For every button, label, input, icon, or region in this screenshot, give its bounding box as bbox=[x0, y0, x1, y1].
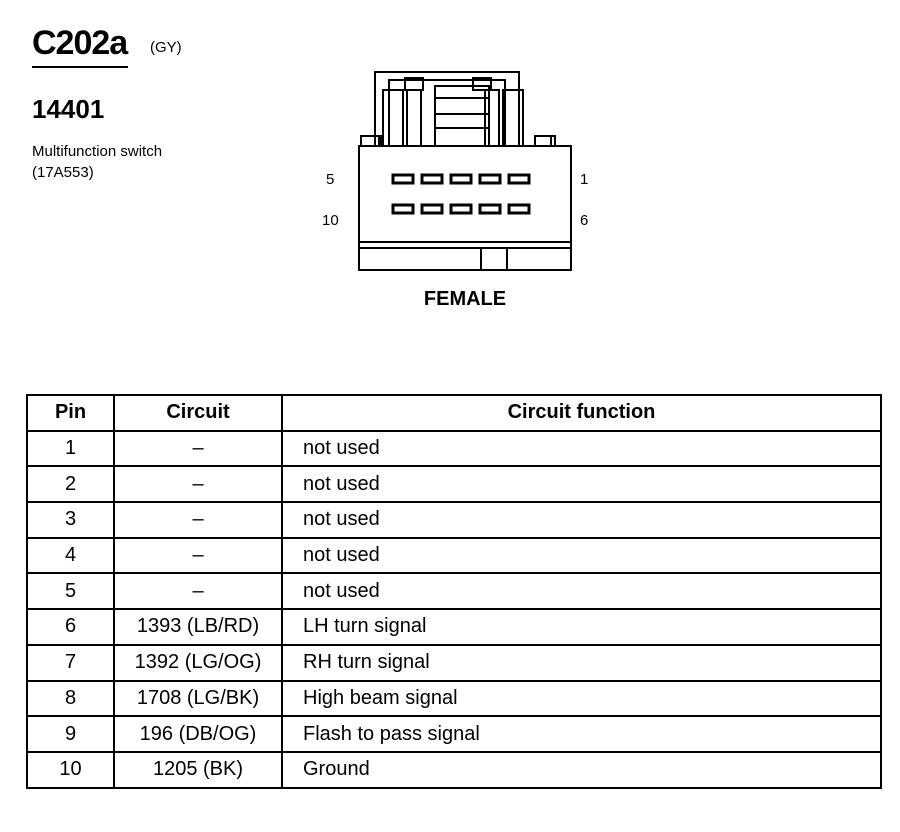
table-row bbox=[27, 645, 881, 681]
table-header-row bbox=[27, 395, 881, 431]
connector-id-underline bbox=[32, 66, 128, 68]
pin-cavity bbox=[451, 205, 471, 213]
circuit-function-cell: Ground bbox=[282, 752, 881, 788]
table-row bbox=[27, 538, 881, 574]
connector-face-drawing bbox=[355, 68, 575, 273]
component-name: Multifunction switch bbox=[32, 143, 163, 160]
pin-cavity bbox=[480, 175, 500, 183]
circuit-cell: 1393 (LB/RD) bbox=[114, 609, 282, 645]
circuit-cell: 1205 (BK) bbox=[114, 752, 282, 788]
circuit-cell: – bbox=[114, 538, 282, 574]
pin-cavity bbox=[451, 175, 471, 183]
connector-gender-label: FEMALE bbox=[423, 288, 507, 310]
pin-cavity bbox=[509, 175, 529, 183]
header-pin: Pin bbox=[27, 395, 114, 431]
table-row bbox=[27, 681, 881, 717]
circuit-function-cell: not used bbox=[282, 502, 881, 538]
pin-cavity bbox=[480, 205, 500, 213]
pin-cell: 7 bbox=[27, 645, 114, 681]
pin-cell: 1 bbox=[27, 431, 114, 467]
table-row bbox=[27, 502, 881, 538]
connector-color: (GY) bbox=[150, 39, 182, 56]
pin-label-6: 6 bbox=[580, 212, 589, 229]
pin-cell: 9 bbox=[27, 716, 114, 752]
header-circuit: Circuit bbox=[114, 395, 282, 431]
circuit-function-cell: not used bbox=[282, 466, 881, 502]
pin-cavity bbox=[509, 205, 529, 213]
circuit-function-cell: Flash to pass signal bbox=[282, 716, 881, 752]
pin-cell: 10 bbox=[27, 752, 114, 788]
circuit-function-cell: not used bbox=[282, 573, 881, 609]
pin-cell: 6 bbox=[27, 609, 114, 645]
pin-label-1: 1 bbox=[580, 171, 589, 188]
circuit-cell: – bbox=[114, 431, 282, 467]
header-circuit-function: Circuit function bbox=[282, 395, 881, 431]
table-row bbox=[27, 431, 881, 467]
table-row bbox=[27, 752, 881, 788]
circuit-cell: 1392 (LG/OG) bbox=[114, 645, 282, 681]
circuit-function-cell: not used bbox=[282, 431, 881, 467]
table-row bbox=[27, 573, 881, 609]
part-number: 14401 bbox=[32, 94, 105, 124]
pin-cavity bbox=[393, 175, 413, 183]
pinout-table bbox=[26, 394, 882, 789]
pin-label-10: 10 bbox=[322, 212, 339, 229]
circuit-cell: – bbox=[114, 573, 282, 609]
circuit-function-cell: LH turn signal bbox=[282, 609, 881, 645]
connector-id: C202a bbox=[32, 24, 128, 62]
pin-label-5: 5 bbox=[326, 171, 335, 188]
table-row bbox=[27, 716, 881, 752]
pin-cell: 8 bbox=[27, 681, 114, 717]
circuit-cell: 196 (DB/OG) bbox=[114, 716, 282, 752]
table-row bbox=[27, 466, 881, 502]
table-row bbox=[27, 609, 881, 645]
circuit-function-cell: not used bbox=[282, 538, 881, 574]
pin-cavity bbox=[422, 205, 442, 213]
pin-cell: 2 bbox=[27, 466, 114, 502]
pin-cavity bbox=[393, 205, 413, 213]
circuit-cell: – bbox=[114, 502, 282, 538]
pin-cell: 5 bbox=[27, 573, 114, 609]
pin-cell: 3 bbox=[27, 502, 114, 538]
circuit-cell: 1708 (LG/BK) bbox=[114, 681, 282, 717]
component-code: (17A553) bbox=[32, 164, 94, 181]
circuit-cell: – bbox=[114, 466, 282, 502]
circuit-function-cell: RH turn signal bbox=[282, 645, 881, 681]
pin-cavity bbox=[422, 175, 442, 183]
pin-cell: 4 bbox=[27, 538, 114, 574]
circuit-function-cell: High beam signal bbox=[282, 681, 881, 717]
